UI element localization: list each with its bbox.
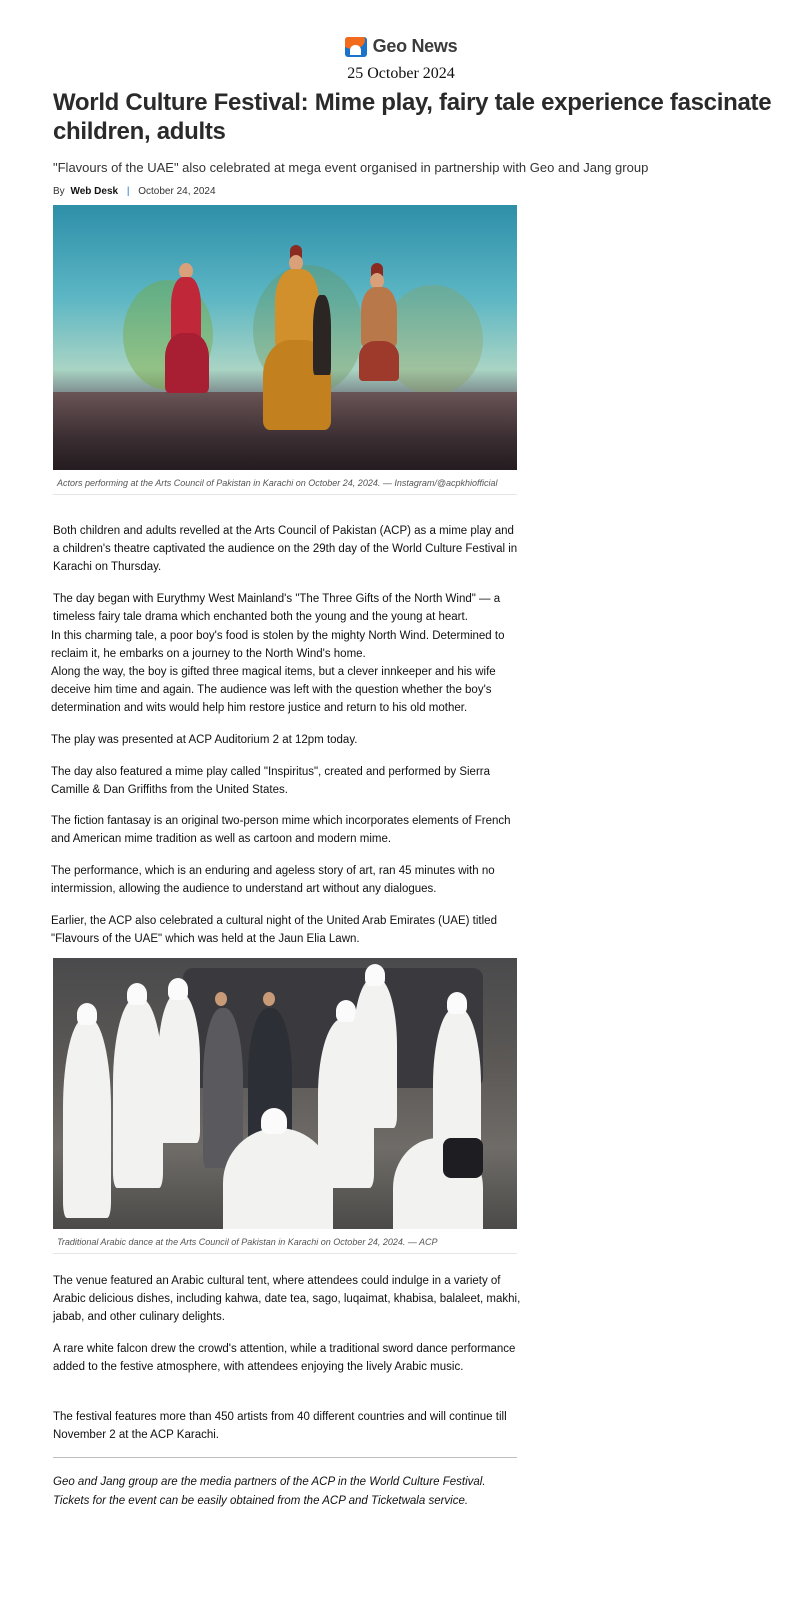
byline (53, 186, 216, 197)
brand-name: Geo News (372, 36, 458, 56)
byline-separator: | (126, 186, 130, 197)
article-paragraph: Along the way, the boy is gifted three magical items, but a clever innkeeper and his wife deceive him time and again. The audience was left with the question whether the boy's determination and wits would help him restore justice and return to his old mother. (51, 666, 496, 714)
geo-logo-icon (345, 37, 367, 57)
closing-note: Geo and Jang group are the media partners of the ACP in the World Culture Festival. Tickets for the event can be easily obtained from the ACP and Ticketwala service. (53, 1476, 486, 1507)
figure-caption: Traditional Arabic dance at the Arts Council of Pakistan in Karachi on October 24, 2024. — ACP (53, 1229, 517, 1254)
article-paragraph: The day began with Eurythmy West Mainland's "The Three Gifts of the North Wind" — a timeless fairy tale drama which enchanted both the young and the young at heart. (53, 593, 501, 623)
geo-news-logo[interactable] (345, 36, 458, 57)
arabic-dance-photo[interactable] (53, 958, 517, 1229)
figure-mime-play (53, 205, 517, 495)
capture-date: 25 October 2024 (347, 64, 455, 82)
article-paragraph: The venue featured an Arabic cultural tent, where attendees could indulge in a variety of Arabic delicious dishes, including kahwa, date tea, sago, luqaimat, khabisa, balaleet, makhi, jabab, and other culinary delights. (53, 1275, 521, 1323)
article-paragraph: Both children and adults revelled at the Arts Council of Pakistan (ACP) as a mime play and a children's theatre captivated the audience on the 29th day of the World Culture Festival in Karachi on Thursday. (53, 525, 518, 573)
byline-prefix: By (53, 186, 65, 197)
article-subheadline: "Flavours of the UAE" also celebrated at mega event organised in partnership with Geo and Jang group (53, 160, 649, 175)
masthead (0, 36, 802, 83)
author-link[interactable]: Web Desk (70, 186, 119, 197)
article-paragraph: The festival features more than 450 artists from 40 different countries and will continue till November 2 at the ACP Karachi. (53, 1411, 507, 1441)
article-paragraph: The day also featured a mime play called "Inspiritus", created and performed by Sierra Camille & Dan Griffiths from the United States. (51, 766, 490, 796)
article-paragraph: The fiction fantasay is an original two-person mime which incorporates elements of French and American mime tradition as well as cartoon and modern mime. (51, 815, 511, 845)
article-headline: World Culture Festival: Mime play, fairy tale experience fascinate children, adults (53, 89, 772, 145)
section-divider (53, 1457, 517, 1458)
stage-performance-photo[interactable] (53, 205, 517, 470)
article-paragraph: The play was presented at ACP Auditorium 2 at 12pm today. (51, 734, 358, 746)
article-paragraph: A rare white falcon drew the crowd's attention, while a traditional sword dance performance added to the festive atmosphere, with attendees enjoying the lively Arabic music. (53, 1343, 516, 1373)
figure-arabic-dance (53, 958, 517, 1254)
figure-caption: Actors performing at the Arts Council of Pakistan in Karachi on October 24, 2024. — Instagram/@acpkhiofficial (53, 470, 517, 495)
article-paragraph: In this charming tale, a poor boy's food is stolen by the mighty North Wind. Determined to reclaim it, he embarks on a journey to the North Wind's home. (51, 630, 505, 660)
article-paragraph: Earlier, the ACP also celebrated a cultural night of the United Arab Emirates (UAE) titled "Flavours of the UAE" which was held at the Jaun Elia Lawn. (51, 915, 497, 945)
article-paragraph: The performance, which is an enduring and ageless story of art, ran 45 minutes with no intermission, allowing the audience to understand art without any dialogues. (51, 865, 495, 895)
publish-date: October 24, 2024 (138, 186, 216, 197)
